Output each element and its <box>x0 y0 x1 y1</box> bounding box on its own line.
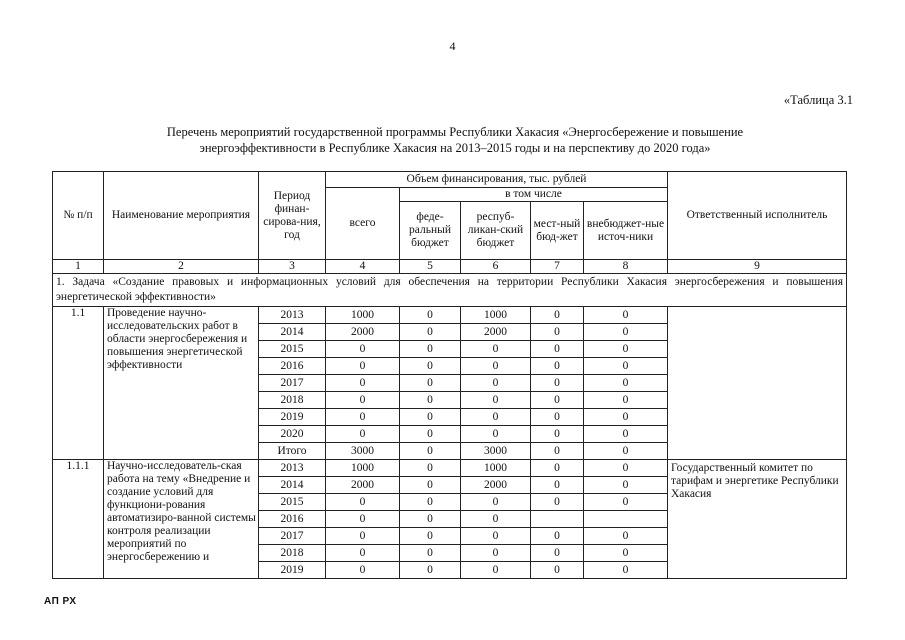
column-number-cell: 1 <box>53 260 104 274</box>
republic-cell: 0 <box>461 545 531 562</box>
federal-cell: 0 <box>400 562 461 579</box>
column-number-cell: 7 <box>531 260 584 274</box>
extra-cell: 0 <box>584 443 668 460</box>
local-cell: 0 <box>531 528 584 545</box>
extra-cell: 0 <box>584 562 668 579</box>
total-cell: 2000 <box>326 324 400 341</box>
local-cell: 0 <box>531 477 584 494</box>
local-cell: 0 <box>531 443 584 460</box>
header-local: мест-ный бюд-жет <box>531 202 584 260</box>
period-cell: 2013 <box>259 307 326 324</box>
extra-cell: 0 <box>584 426 668 443</box>
period-cell: 2018 <box>259 545 326 562</box>
period-cell: 2018 <box>259 392 326 409</box>
extra-cell: 0 <box>584 545 668 562</box>
federal-cell: 0 <box>400 409 461 426</box>
local-cell: 0 <box>531 460 584 477</box>
total-cell: 0 <box>326 409 400 426</box>
period-cell: 2016 <box>259 358 326 375</box>
federal-cell: 0 <box>400 511 461 528</box>
local-cell: 0 <box>531 375 584 392</box>
funding-table <box>52 171 847 579</box>
local-cell: 0 <box>531 307 584 324</box>
extra-cell: 0 <box>584 477 668 494</box>
column-number-cell: 3 <box>259 260 326 274</box>
extra-cell: 0 <box>584 324 668 341</box>
column-number-cell: 5 <box>400 260 461 274</box>
column-numbers-row <box>53 260 847 274</box>
federal-cell: 0 <box>400 426 461 443</box>
column-number-cell: 4 <box>326 260 400 274</box>
page-number: 4 <box>449 39 456 53</box>
local-cell: 0 <box>531 426 584 443</box>
republic-cell: 0 <box>461 528 531 545</box>
total-cell: 1000 <box>326 460 400 477</box>
federal-cell: 0 <box>400 307 461 324</box>
local-cell: 0 <box>531 324 584 341</box>
extra-cell <box>584 511 668 528</box>
table-reference: «Таблица 3.1 <box>783 93 853 107</box>
federal-cell: 0 <box>400 324 461 341</box>
period-cell: 2013 <box>259 460 326 477</box>
republic-cell: 3000 <box>461 443 531 460</box>
extra-cell: 0 <box>584 341 668 358</box>
federal-cell: 0 <box>400 341 461 358</box>
extra-cell: 0 <box>584 460 668 477</box>
period-cell: 2019 <box>259 562 326 579</box>
footer-mark: АП РХ <box>44 596 77 607</box>
period-cell: 2017 <box>259 375 326 392</box>
republic-cell: 2000 <box>461 324 531 341</box>
item-name-text: Проведение научно-исследовательских работ в области энергосбережения и повышения энергетической эффективности <box>107 307 248 371</box>
federal-cell: 0 <box>400 358 461 375</box>
federal-cell: 0 <box>400 460 461 477</box>
federal-cell: 0 <box>400 528 461 545</box>
local-cell: 0 <box>531 392 584 409</box>
total-cell: 0 <box>326 528 400 545</box>
total-cell: 0 <box>326 358 400 375</box>
local-cell: 0 <box>531 494 584 511</box>
republic-cell: 0 <box>461 375 531 392</box>
federal-cell: 0 <box>400 443 461 460</box>
period-cell: 2020 <box>259 426 326 443</box>
local-cell <box>531 511 584 528</box>
table-row <box>53 307 847 324</box>
republic-cell: 0 <box>461 426 531 443</box>
total-cell: 0 <box>326 494 400 511</box>
local-cell: 0 <box>531 545 584 562</box>
federal-cell: 0 <box>400 545 461 562</box>
period-cell: Итого <box>259 443 326 460</box>
total-cell: 3000 <box>326 443 400 460</box>
period-cell: 2015 <box>259 494 326 511</box>
header-including: в том числе <box>400 188 668 202</box>
item-name <box>104 307 259 460</box>
header-total: всего <box>326 188 400 260</box>
republic-cell: 0 <box>461 341 531 358</box>
extra-cell: 0 <box>584 528 668 545</box>
republic-cell: 2000 <box>461 477 531 494</box>
header-federal: феде-ральный бюджет <box>400 202 461 260</box>
republic-cell: 1000 <box>461 307 531 324</box>
document-title <box>60 124 850 156</box>
period-cell: 2019 <box>259 409 326 426</box>
total-cell: 0 <box>326 511 400 528</box>
republic-cell: 1000 <box>461 460 531 477</box>
funding-table-wrapper <box>52 171 847 579</box>
period-cell: 2016 <box>259 511 326 528</box>
column-number-cell: 8 <box>584 260 668 274</box>
extra-cell: 0 <box>584 494 668 511</box>
title-line-1: Перечень мероприятий государственной программы Республики Хакасия «Энергосбережение и повышение <box>166 125 744 139</box>
total-cell: 0 <box>326 562 400 579</box>
republic-cell: 0 <box>461 494 531 511</box>
local-cell: 0 <box>531 562 584 579</box>
column-number-cell: 6 <box>461 260 531 274</box>
total-cell: 0 <box>326 545 400 562</box>
header-extra: внебюджет-ные источ-ники <box>584 202 668 260</box>
table-row <box>53 460 847 477</box>
item-number: 1.1 <box>53 307 104 460</box>
local-cell: 0 <box>531 341 584 358</box>
header-funding-volume: Объем финансирования, тыс. рублей <box>326 172 668 188</box>
extra-cell: 0 <box>584 358 668 375</box>
federal-cell: 0 <box>400 375 461 392</box>
column-number-cell: 9 <box>668 260 847 274</box>
federal-cell: 0 <box>400 494 461 511</box>
total-cell: 0 <box>326 426 400 443</box>
total-cell: 0 <box>326 392 400 409</box>
extra-cell: 0 <box>584 375 668 392</box>
column-number-cell: 2 <box>104 260 259 274</box>
header-period: Период финан-сирова-ния, год <box>259 172 326 260</box>
republic-cell: 0 <box>461 511 531 528</box>
republic-cell: 0 <box>461 409 531 426</box>
republic-cell: 0 <box>461 562 531 579</box>
header-responsible: Ответственный исполнитель <box>668 172 847 260</box>
republic-cell: 0 <box>461 392 531 409</box>
title-line-2: энергоэффективности в Республике Хакасия на 2013–2015 годы и на перспективу до 2020 года» <box>199 141 711 155</box>
item-name-text: Научно-исследователь-ская работа на тему «Внедрение и создание условий для функциони-рования автоматизиро-ванной системы контроля реализации мероприятий по энергосбережению и <box>107 460 256 563</box>
federal-cell: 0 <box>400 392 461 409</box>
responsible-cell <box>668 307 847 460</box>
period-cell: 2014 <box>259 477 326 494</box>
local-cell: 0 <box>531 409 584 426</box>
header-republic: респуб-ликан-ский бюджет <box>461 202 531 260</box>
task-row: 1. Задача «Создание правовых и информационных условий для обеспечения на территории Республики Хакасия энергосбережения и повышения энергетической эффективности» <box>53 274 847 307</box>
federal-cell: 0 <box>400 477 461 494</box>
total-cell: 1000 <box>326 307 400 324</box>
extra-cell: 0 <box>584 307 668 324</box>
period-cell: 2017 <box>259 528 326 545</box>
period-cell: 2014 <box>259 324 326 341</box>
local-cell: 0 <box>531 358 584 375</box>
extra-cell: 0 <box>584 392 668 409</box>
period-cell: 2015 <box>259 341 326 358</box>
header-num: № п/п <box>53 172 104 260</box>
total-cell: 0 <box>326 341 400 358</box>
total-cell: 0 <box>326 375 400 392</box>
responsible-cell: Государственный комитет по тарифам и энергетике Республики Хакасия <box>668 460 847 579</box>
extra-cell: 0 <box>584 409 668 426</box>
item-number: 1.1.1 <box>53 460 104 579</box>
header-name: Наименование мероприятия <box>104 172 259 260</box>
item-name <box>104 460 259 579</box>
republic-cell: 0 <box>461 358 531 375</box>
total-cell: 2000 <box>326 477 400 494</box>
